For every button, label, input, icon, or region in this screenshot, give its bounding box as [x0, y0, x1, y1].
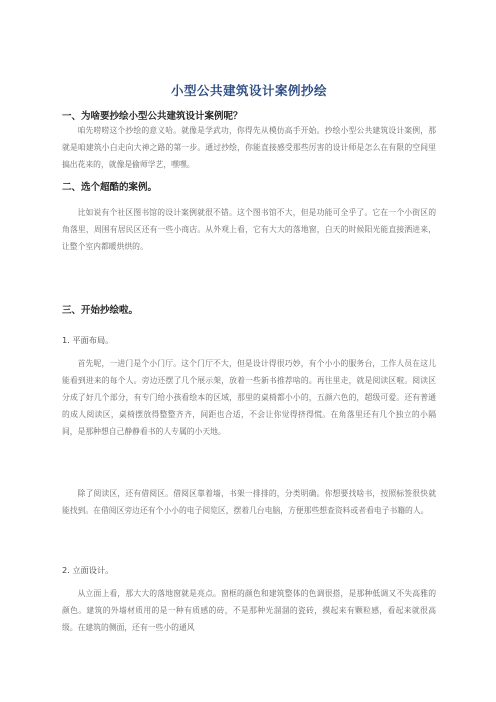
document-title: 小型公共建筑设计案例抄绘: [170, 83, 327, 98]
subsection-heading-floor-plan: 1. 平面布局。: [62, 335, 114, 345]
floor-plan-paragraph-1: 首先呢，一进门是个小门厅。这个门厅不大，但是设计得很巧妙，有个小小的服务台，工作人员在这儿能看到进来的每个人。旁边还摆了几个展示架，放着一些新书推荐啥的。再往里走，就是阅读区啦。阅读区分成了好几个部分，有专门给小孩看绘本的区域，那里的桌椅都小小的，五颜六色的，超级可爱。还有普通的成人阅读区，桌椅摆放得整整齐齐，间距也合适，不会让你觉得挤得慌。在角落里还有几个独立的小隔间，是那种想自己静静看书的人专属的小天地。: [62, 359, 436, 436]
section-heading-3: 三、开始抄绘啦。: [62, 305, 139, 316]
floor-plan-paragraph-2: 除了阅读区，还有借阅区。借阅区靠着墙，书架一排排的，分类明确。你想要找啥书，按照标签很快就能找到。在借阅区旁边还有个小小的电子阅览区，摆着几台电脑，方便那些想查资料或者看电子书籍的人。: [62, 489, 436, 515]
section-1-paragraph: 咱先唠唠这个抄绘的意义哈。就像是学武功，你得先从模仿高手开始。抄绘小型公共建筑设计案例，那就是咱建筑小白走向大神之路的第一步。通过抄绘，你能直接感受那些厉害的设计师是怎么在有限的空间里搞出花来的，就像是偷师学艺，嘿嘿。: [62, 126, 436, 169]
elevation-paragraph-1: 从立面上看，那大大的落地窗就是亮点。窗框的颜色和建筑整体的色调很搭，是那种低调又不失高雅的颜色。建筑的外墙材质用的是一种有质感的砖，不是那种光溜溜的瓷砖，摸起来有颗粒感，看起来就很高级。在建筑的侧面，还有一些小的通风: [62, 589, 436, 632]
subsection-heading-elevation: 2. 立面设计。: [62, 565, 114, 575]
section-heading-2: 二、选个超酷的案例。: [62, 182, 158, 193]
section-heading-1: 一、为啥要抄绘小型公共建筑设计案例呢？: [62, 111, 243, 122]
section-2-paragraph: 比如说有个社区图书馆的设计案例就很不错。这个图书馆不大，但是功能可全乎了。它在一个小街区的角落里，周围有居民区还有一些小商店。从外观上看，它有大大的落地窗，白天的时候阳光能直接洒进来，让整个室内都暖烘烘的。: [62, 208, 436, 251]
